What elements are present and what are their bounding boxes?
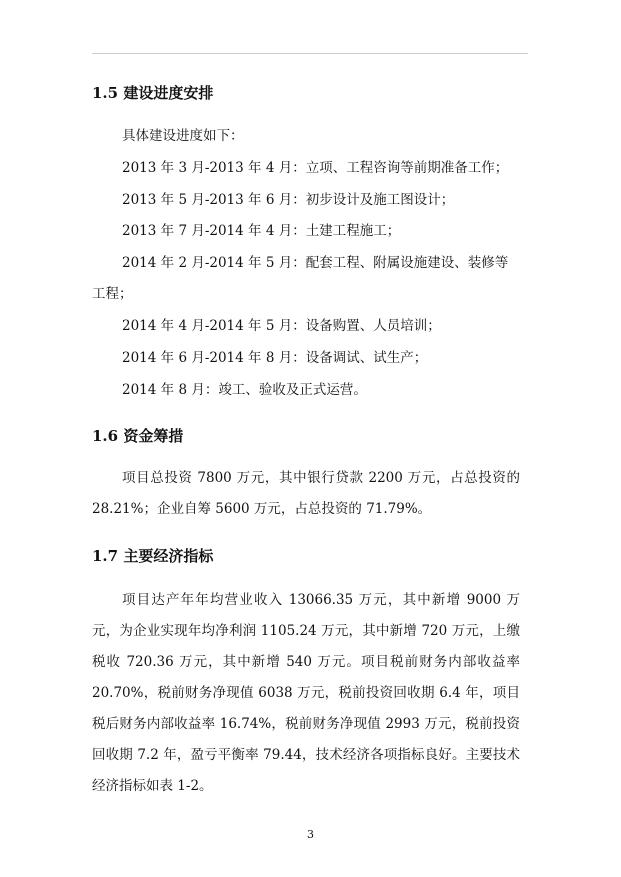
page-number: 3: [307, 828, 314, 841]
schedule-item: 2014 年 6 月-2014 年 8 月：设备调试、试生产；: [122, 350, 428, 366]
heading-1-6: 1.6 资金筹措: [92, 427, 184, 445]
schedule-item: 2013 年 5 月-2013 年 6 月：初步设计及施工图设计；: [122, 192, 455, 208]
header-rule: [92, 53, 528, 54]
schedule-item: 2014 年 2 月-2014 年 5 月：配套工程、附属设施建设、装修等: [122, 255, 509, 271]
schedule-item: 2013 年 3 月-2013 年 4 月：立项、工程咨询等前期准备工作；: [122, 160, 509, 176]
economic-indicators-paragraph: 项目达产年年均营业收入 13066.35 万元，其中新增 9000 万元，为企业实现年均净利润 1105.24 万元，其中新增 720 万元，上缴税收 720.36 万元，其中新增 540 万元。项目税前财务内部收益率 20.70%，税前财务净现值 6038 万元，税前投资回收期 6.4 年，项目税后财务内部收益率 16.74%，税前财务净现值 2993 万元，税前投资回收期 7.2 年，盈亏平衡率 79.44，技术经济各项指标良好。主要技术经济指标如表 1-2。: [92, 592, 520, 794]
schedule-intro: 具体建设进度如下：: [122, 128, 244, 144]
schedule-item: 2014 年 8 月：竣工、验收及正式运营。: [122, 382, 367, 398]
schedule-item: 2014 年 4 月-2014 年 5 月：设备购置、人员培训；: [122, 318, 441, 334]
heading-1-7: 1.7 主要经济指标: [92, 547, 214, 565]
schedule-item: 2013 年 7 月-2014 年 4 月：土建工程施工；: [122, 223, 401, 239]
funding-paragraph: 项目总投资 7800 万元，其中银行贷款 2200 万元，占总投资的 28.21%；企业自筹 5600 万元，占总投资的 71.79%。: [92, 470, 520, 517]
schedule-item-continued: 工程；: [92, 286, 133, 302]
heading-1-5: 1.5 建设进度安排: [92, 84, 214, 102]
